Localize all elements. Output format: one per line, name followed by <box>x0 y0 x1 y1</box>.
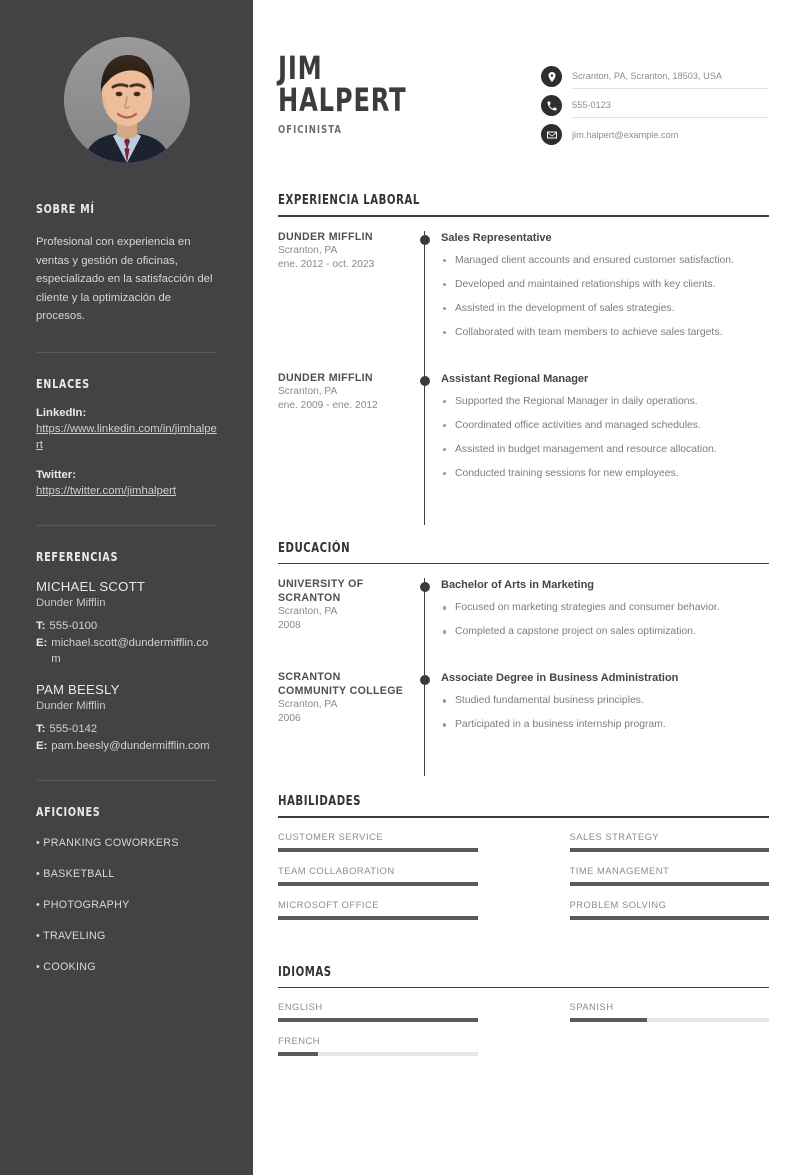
link-item <box>36 405 217 453</box>
hobby-item: • TRAVELING <box>36 929 106 942</box>
education-bullet: Participated in a business internship program. <box>441 718 769 732</box>
skill-label: TIME MANAGEMENT <box>569 864 670 876</box>
skill-item <box>524 865 770 886</box>
education-bullet: Completed a capstone project on sales optimization. <box>441 625 769 639</box>
link-url-linkedin[interactable]: https://www.linkedin.com/in/jimhalpert <box>36 422 217 451</box>
reference-email-value: michael.scott@dundermifflin.com <box>51 636 209 665</box>
language-item <box>278 1035 524 1056</box>
skill-bar-fill <box>278 916 478 920</box>
experience-location: Scranton, PA <box>278 386 338 398</box>
skill-label: SALES STRATEGY <box>569 830 660 842</box>
education-meta <box>278 578 415 671</box>
reference-email <box>36 635 217 667</box>
avatar <box>64 37 190 163</box>
skill-bar-fill <box>570 848 770 852</box>
language-item <box>524 1001 770 1022</box>
skill-label: PROBLEM SOLVING <box>569 898 667 910</box>
header <box>278 0 769 149</box>
language-bar-track <box>278 1052 478 1056</box>
experience-item <box>278 372 769 513</box>
education-item <box>278 671 769 764</box>
links-section <box>36 376 217 499</box>
skill-item <box>278 831 524 852</box>
about-text: Profesional con experiencia en ventas y gestión de oficinas, especializado en la satisfacción del cliente y la optimización de procesos. <box>36 236 213 322</box>
language-bar-fill <box>278 1052 318 1056</box>
experience-meta <box>278 372 415 513</box>
experience-bullet: Developed and maintained relationships with key clients. <box>441 278 769 292</box>
reference-email-key: E: <box>36 636 48 649</box>
experience-section <box>278 193 769 513</box>
experience-dates: ene. 2009 - ene. 2012 <box>278 400 378 412</box>
experience-bullet: Assisted in the development of sales strategies. <box>441 302 769 316</box>
timeline-dot-icon <box>420 582 430 592</box>
hobbies-section <box>36 804 217 974</box>
timeline-axis <box>415 578 435 671</box>
contact-address-text: Scranton, PA, Scranton, 18503, USA <box>572 64 769 89</box>
skill-bar-track <box>570 882 770 886</box>
section-rule <box>278 215 769 217</box>
reference-phone-key: T: <box>36 619 46 632</box>
language-label: FRENCH <box>278 1035 321 1047</box>
language-label: SPANISH <box>569 1001 614 1013</box>
experience-bullets <box>441 395 769 481</box>
timeline-dot-icon <box>420 235 430 245</box>
hobby-item: • COOKING <box>36 960 96 973</box>
languages-heading: IDIOMAS <box>278 964 332 980</box>
experience-org: DUNDER MIFFLIN <box>278 230 373 243</box>
experience-timeline <box>278 231 769 513</box>
skill-label: TEAM COLLABORATION <box>278 864 395 876</box>
link-url-twitter[interactable]: https://twitter.com/jimhalpert <box>36 484 177 497</box>
language-bar-track <box>570 1018 770 1022</box>
reference-name: MICHAEL SCOTT <box>36 578 146 594</box>
profile-photo-illustration <box>64 37 190 163</box>
about-section <box>36 201 217 326</box>
education-bullet: Studied fundamental business principles. <box>441 694 769 708</box>
experience-body <box>435 231 769 372</box>
skill-bar-track <box>278 848 478 852</box>
experience-location: Scranton, PA <box>278 245 338 257</box>
sidebar <box>0 0 253 1175</box>
first-name: JIM <box>278 49 323 87</box>
contact-phone <box>541 91 769 120</box>
section-rule <box>278 816 769 818</box>
reference-company: Dunder Mifflin <box>36 596 106 609</box>
reference-phone-value: 555-0100 <box>49 619 98 632</box>
education-org: UNIVERSITY OF SCRANTON <box>278 578 364 604</box>
education-body <box>435 578 769 671</box>
education-title: Bachelor of Arts in Marketing <box>441 579 595 592</box>
skill-item <box>278 865 524 886</box>
timeline-axis <box>415 671 435 764</box>
link-label-twitter: Twitter: <box>36 468 76 481</box>
reference-item <box>36 578 217 667</box>
experience-bullet: Conducted training sessions for new employees. <box>441 467 769 481</box>
job-role: OFICINISTA <box>278 123 343 136</box>
contact-email <box>541 120 769 149</box>
reference-item <box>36 681 217 754</box>
skill-bar-fill <box>278 848 478 852</box>
hobby-item: • PRANKING COWORKERS <box>36 836 179 849</box>
location-pin-icon <box>541 66 562 87</box>
education-bullet: Focused on marketing strategies and consumer behavior. <box>441 601 769 615</box>
timeline-dot-icon <box>420 675 430 685</box>
skill-item <box>524 831 770 852</box>
references-section <box>36 549 217 754</box>
skill-bar-track <box>278 916 478 920</box>
experience-bullets <box>441 254 769 340</box>
contact-list <box>541 52 769 149</box>
hobby-item: • PHOTOGRAPHY <box>36 898 130 911</box>
education-bullets <box>441 601 769 639</box>
experience-dates: ene. 2012 - oct. 2023 <box>278 259 375 271</box>
education-section <box>278 541 769 765</box>
skill-bar-track <box>278 882 478 886</box>
reference-email-value: pam.beesly@dundermifflin.com <box>51 739 210 752</box>
skill-bar-fill <box>278 882 478 886</box>
skills-heading: HABILIDADES <box>278 794 362 810</box>
education-timeline <box>278 578 769 764</box>
identity-block <box>278 49 431 149</box>
languages-list <box>278 1001 769 1069</box>
reference-phone <box>36 721 217 737</box>
link-label-linkedin: LinkedIn: <box>36 406 87 419</box>
divider <box>36 352 217 353</box>
experience-item <box>278 231 769 372</box>
link-item <box>36 467 217 499</box>
experience-bullet: Assisted in budget management and resource allocation. <box>441 443 769 457</box>
education-dates: 2008 <box>278 620 301 632</box>
reference-email-key: E: <box>36 739 48 752</box>
languages-section <box>278 965 769 1070</box>
experience-title: Assistant Regional Manager <box>441 372 589 385</box>
last-name: HALPERT <box>278 81 407 119</box>
education-item <box>278 578 769 671</box>
education-title: Associate Degree in Business Administration <box>441 672 679 685</box>
reference-phone-value: 555-0142 <box>49 722 98 735</box>
timeline-axis <box>415 372 435 513</box>
timeline-dot-icon <box>420 376 430 386</box>
education-org: SCRANTON COMMUNITY COLLEGE <box>278 671 404 697</box>
language-bar-track <box>278 1018 478 1022</box>
main-content <box>253 0 794 1175</box>
reference-name: PAM BEESLY <box>36 681 120 697</box>
education-body <box>435 671 769 764</box>
section-rule <box>278 987 769 989</box>
divider <box>36 780 217 781</box>
hobby-item: • BASKETBALL <box>36 867 115 880</box>
skill-bar-fill <box>570 882 770 886</box>
language-label: ENGLISH <box>278 1001 323 1013</box>
timeline-axis <box>415 231 435 372</box>
about-heading: SOBRE MÍ <box>36 201 95 216</box>
education-dates: 2006 <box>278 713 301 725</box>
contact-address <box>541 62 769 91</box>
reference-phone-key: T: <box>36 722 46 735</box>
skills-list <box>278 831 769 933</box>
experience-bullet: Managed client accounts and ensured customer satisfaction. <box>441 254 769 268</box>
reference-company: Dunder Mifflin <box>36 699 106 712</box>
experience-meta <box>278 231 415 372</box>
avatar-wrapper <box>36 0 217 163</box>
hobbies-heading: AFICIONES <box>36 803 101 819</box>
divider <box>36 525 217 526</box>
education-meta <box>278 671 415 764</box>
skill-item <box>278 899 524 920</box>
education-heading: EDUCACIÓN <box>278 540 351 556</box>
skill-bar-track <box>570 916 770 920</box>
reference-email <box>36 738 217 754</box>
experience-body <box>435 372 769 513</box>
education-bullets <box>441 694 769 732</box>
skill-label: MICROSOFT OFFICE <box>278 898 380 910</box>
links-heading: ENLACES <box>36 375 90 391</box>
experience-heading: EXPERIENCIA LABORAL <box>278 193 420 208</box>
contact-phone-text: 555-0123 <box>572 93 769 118</box>
skill-bar-track <box>570 848 770 852</box>
experience-bullet: Coordinated office activities and managed schedules. <box>441 419 769 433</box>
experience-bullet: Supported the Regional Manager in daily operations. <box>441 395 769 409</box>
experience-bullet: Collaborated with team members to achieve sales targets. <box>441 326 769 340</box>
skill-label: CUSTOMER SERVICE <box>278 830 384 842</box>
experience-title: Sales Representative <box>441 231 552 244</box>
reference-phone <box>36 618 217 634</box>
section-rule <box>278 563 769 565</box>
references-heading: REFERENCIAS <box>36 548 119 564</box>
email-icon <box>541 124 562 145</box>
education-location: Scranton, PA <box>278 606 338 618</box>
skills-section <box>278 794 769 933</box>
language-bar-fill <box>570 1018 648 1022</box>
contact-email-text: jim.halpert@example.com <box>572 129 679 140</box>
phone-icon <box>541 95 562 116</box>
education-location: Scranton, PA <box>278 699 338 711</box>
experience-org: DUNDER MIFFLIN <box>278 371 373 384</box>
language-bar-fill <box>278 1018 478 1022</box>
language-item <box>278 1001 524 1022</box>
skill-item <box>524 899 770 920</box>
skill-bar-fill <box>570 916 770 920</box>
